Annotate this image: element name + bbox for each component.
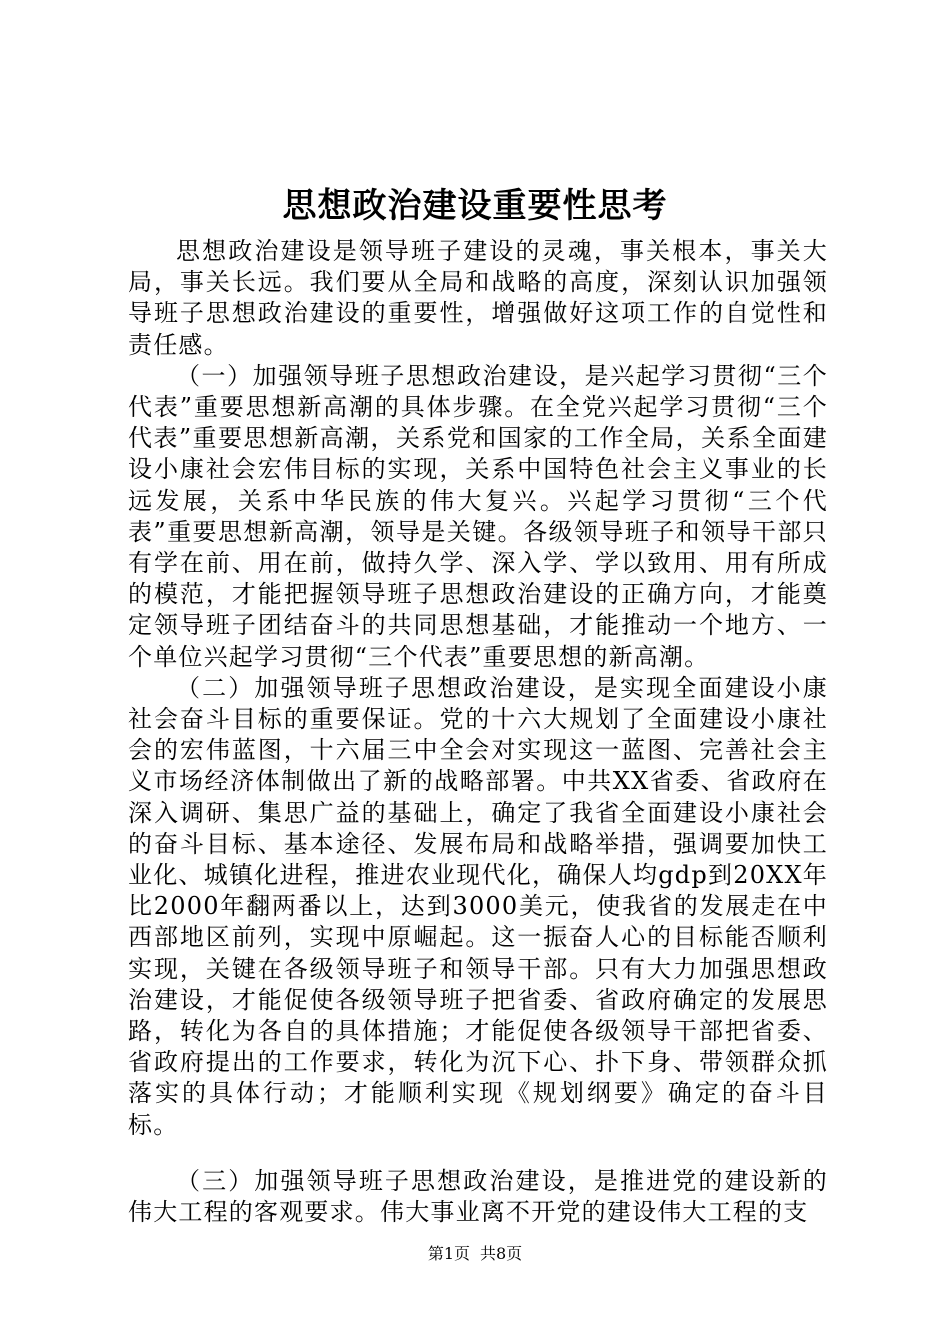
- paragraph-section-1: （一）加强领导班子思想政治建设，是兴起学习贯彻“三个代表”重要思想新高潮的具体步骤。在全党兴起学习贯彻“三个代表”重要思想新高潮，关系党和国家的工作全局，关系全面建设小康社会宏伟目标的实现，关系中国特色社会主义事业的长远发展，关系中华民族的伟大复兴。兴起学习贯彻“三个代表”重要思想新高潮，领导是关键。各级领导班子和领导干部只有学在前、用在前，做持久学、深入学、学以致用、用有所成的模范，才能把握领导班子思想政治建设的正确方向，才能奠定领导班子团结奋斗的共同思想基础，才能推动一个地方、一个单位兴起学习贯彻“三个代表”重要思想的新高潮。: [128, 361, 828, 671]
- page-total: 共8页: [480, 1244, 523, 1263]
- paragraph-intro: 思想政治建设是领导班子建设的灵魂，事关根本，事关大局，事关长远。我们要从全局和战略的高度，深刻认识加强领导班子思想政治建设的重要性，增强做好这项工作的自觉性和责任感。: [128, 237, 828, 359]
- paragraph-section-3: （三）加强领导班子思想政治建设，是推进党的建设新的伟大工程的客观要求。伟大事业离不开党的建设伟大工程的支: [128, 1166, 828, 1227]
- document-body: [128, 236, 828, 1228]
- page-number: 第1页: [427, 1244, 470, 1263]
- document-title: 思想政治建设重要性思考: [282, 186, 668, 226]
- page-footer: [0, 1243, 950, 1265]
- paragraph-section-2: （二）加强领导班子思想政治建设，是实现全面建设小康社会奋斗目标的重要保证。党的十六大规划了全面建设小康社会的宏伟蓝图，十六届三中全会对实现这一蓝图、完善社会主义市场经济体制做出了新的战略部署。中共XX省委、省政府在深入调研、集思广益的基础上，确定了我省全面建设小康社会的奋斗目标、基本途径、发展布局和战略举措，强调要加快工业化、城镇化进程，推进农业现代化，确保人均gdp到20XX年比2000年翻两番以上，达到3000美元，使我省的发展走在中西部地区前列，实现中原崛起。这一振奋人心的目标能否顺利实现，关键在各级领导班子和领导干部。只有大力加强思想政治建设，才能促使各级领导班子把省委、省政府确定的发展思路，转化为各自的具体措施；才能促使各级领导干部把省委、省政府提出的工作要求，转化为沉下心、扑下身、带领群众抓落实的具体行动；才能顺利实现《规划纲要》确定的奋斗目标。: [128, 673, 828, 1139]
